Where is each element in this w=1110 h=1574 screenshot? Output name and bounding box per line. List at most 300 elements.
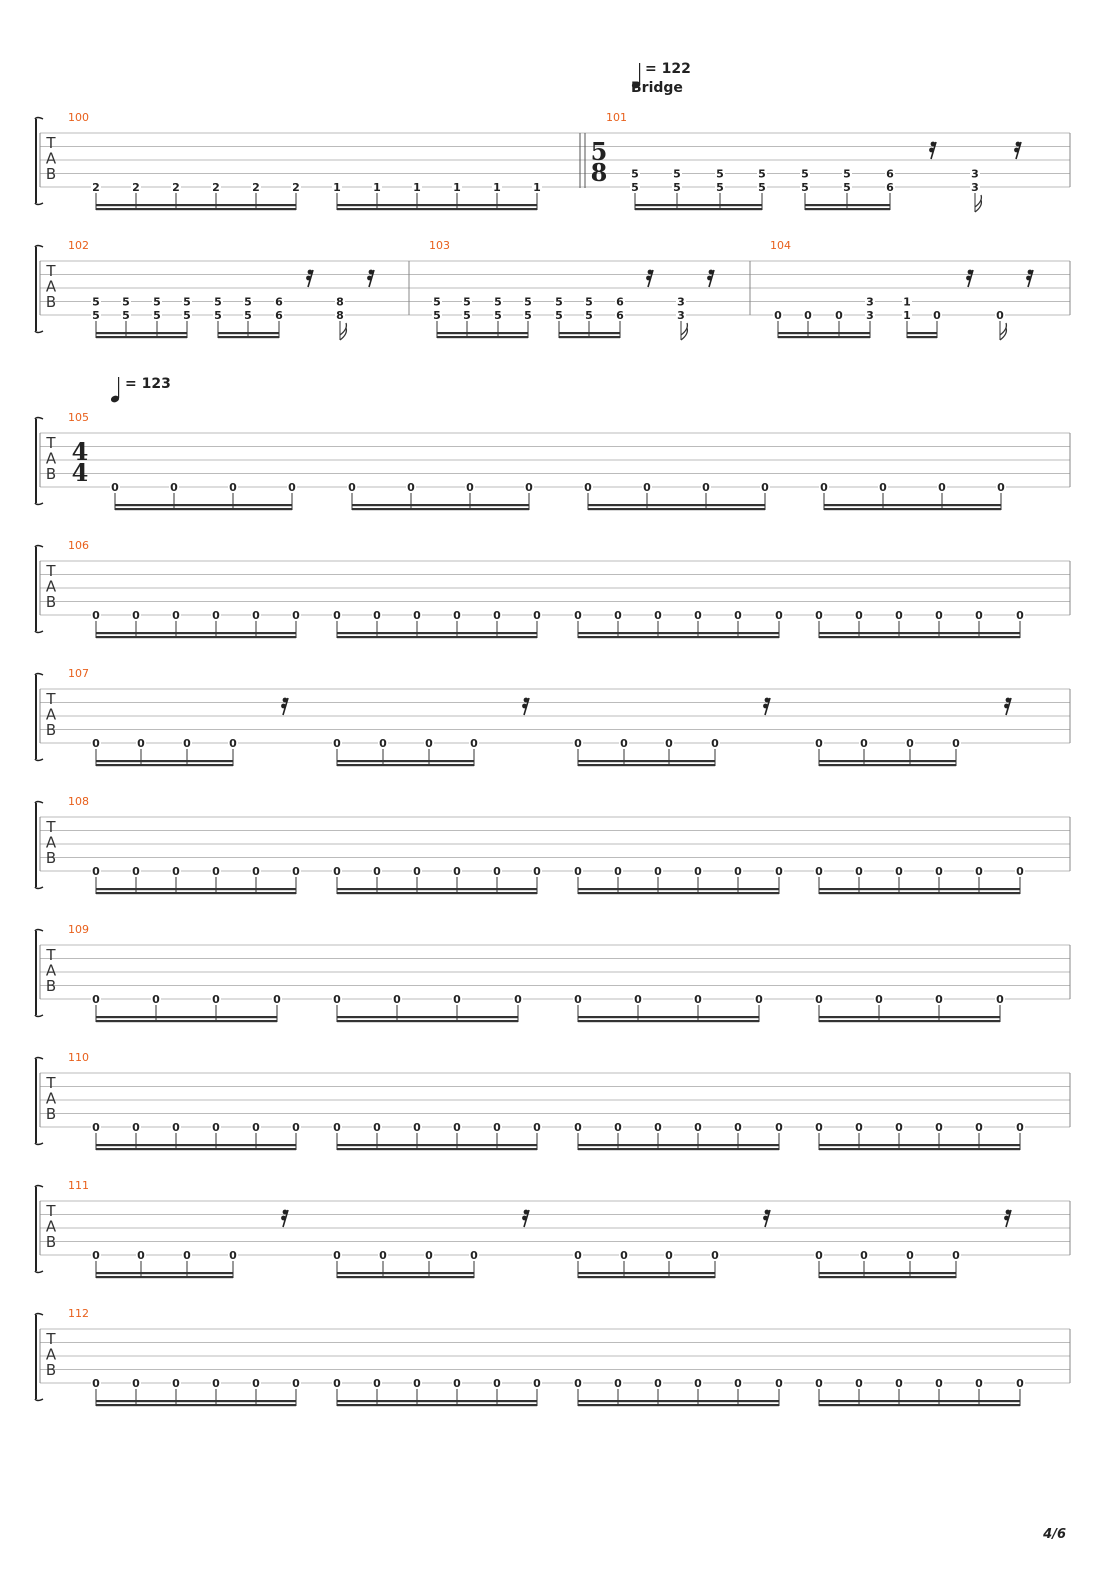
fret-number: 1 bbox=[493, 181, 501, 194]
fret-number: 0 bbox=[835, 309, 843, 322]
fret-number: 0 bbox=[574, 609, 582, 622]
sixteenth-rest-dot bbox=[308, 270, 313, 275]
fret-number: 6 bbox=[886, 181, 894, 194]
fret-number: 1 bbox=[533, 181, 541, 194]
sixteenth-rest-dot bbox=[522, 1216, 527, 1221]
fret-number: 0 bbox=[373, 1377, 381, 1390]
sixteenth-rest-dot bbox=[646, 276, 651, 281]
tab-letter-b: B bbox=[45, 1233, 57, 1251]
fret-number: 0 bbox=[815, 1377, 823, 1390]
sixteenth-rest-dot bbox=[1016, 142, 1021, 147]
tab-letter-a: A bbox=[45, 961, 57, 980]
note-beam bbox=[819, 1020, 1000, 1022]
note-beam bbox=[337, 632, 537, 634]
fret-number: 0 bbox=[694, 1377, 702, 1390]
fret-number: 0 bbox=[1016, 865, 1024, 878]
note-beam bbox=[337, 204, 537, 206]
note-beam bbox=[337, 636, 537, 638]
fret-number: 8 bbox=[336, 309, 344, 322]
fret-number: 0 bbox=[92, 1121, 100, 1134]
tab-letter-a: A bbox=[45, 705, 57, 724]
fret-number: 5 bbox=[843, 181, 851, 194]
fret-number: 0 bbox=[229, 1249, 237, 1262]
fret-number: 5 bbox=[843, 167, 851, 181]
fret-number: 0 bbox=[172, 1121, 180, 1134]
note-beam bbox=[819, 892, 1020, 894]
fret-number: 0 bbox=[975, 865, 983, 878]
fret-number: 0 bbox=[654, 1377, 662, 1390]
tab-letter-t: T bbox=[46, 1330, 56, 1348]
sixteenth-rest-dot bbox=[281, 704, 286, 709]
fret-number: 0 bbox=[1016, 1121, 1024, 1134]
fret-number: 0 bbox=[654, 1121, 662, 1134]
fret-number: 0 bbox=[212, 1121, 220, 1134]
fret-number: 0 bbox=[694, 1121, 702, 1134]
sixteenth-rest-dot bbox=[1006, 1210, 1011, 1215]
fret-number: 0 bbox=[132, 609, 140, 622]
fret-number: 3 bbox=[677, 295, 685, 309]
note-beam bbox=[578, 1016, 759, 1018]
measure-number: 109 bbox=[68, 923, 89, 936]
fret-number: 0 bbox=[906, 737, 914, 750]
fret-number: 0 bbox=[574, 1249, 582, 1262]
tempo-123: = 123 bbox=[125, 376, 171, 392]
fret-number: 0 bbox=[574, 993, 582, 1006]
note-beam bbox=[96, 1272, 233, 1274]
measure-number: 107 bbox=[68, 667, 89, 680]
fret-number: 0 bbox=[734, 1121, 742, 1134]
bracket-top-hook bbox=[35, 1314, 43, 1316]
sixteenth-rest-dot bbox=[522, 704, 527, 709]
fret-number: 0 bbox=[525, 481, 533, 494]
note-beam bbox=[819, 1148, 1020, 1150]
note-beam bbox=[337, 888, 537, 890]
fret-number: 0 bbox=[373, 609, 381, 622]
bracket-bottom-hook bbox=[35, 1015, 43, 1017]
fret-number: 5 bbox=[463, 309, 471, 322]
bracket-top-hook bbox=[35, 118, 43, 120]
fret-number: 0 bbox=[172, 1377, 180, 1390]
note-beam bbox=[337, 1144, 537, 1146]
note-beam bbox=[337, 1404, 537, 1406]
note-beam bbox=[578, 764, 715, 766]
fret-number: 0 bbox=[132, 865, 140, 878]
fret-number: 6 bbox=[616, 295, 624, 309]
fret-number: 2 bbox=[172, 181, 180, 194]
tab-system-10 bbox=[35, 1314, 1070, 1407]
note-beam bbox=[819, 1276, 956, 1278]
sixteenth-rest-dot bbox=[1014, 148, 1019, 153]
fret-number: 0 bbox=[172, 865, 180, 878]
fret-number: 0 bbox=[170, 481, 178, 494]
time-signature-denominator: 4 bbox=[71, 458, 89, 487]
fret-number: 0 bbox=[1016, 1377, 1024, 1390]
fret-number: 0 bbox=[470, 737, 478, 750]
system-bracket bbox=[35, 1059, 37, 1143]
fret-number: 0 bbox=[895, 1121, 903, 1134]
bracket-bottom-hook bbox=[35, 503, 43, 505]
note-beam bbox=[819, 1016, 1000, 1018]
fret-number: 5 bbox=[122, 295, 130, 309]
fret-number: 0 bbox=[895, 1377, 903, 1390]
fret-number: 0 bbox=[533, 1377, 541, 1390]
tab-letter-a: A bbox=[45, 277, 57, 296]
fret-number: 1 bbox=[453, 181, 461, 194]
fret-number: 0 bbox=[183, 1249, 191, 1262]
tab-letter-a: A bbox=[45, 149, 57, 168]
note-beam bbox=[907, 336, 937, 338]
sixteenth-rest-dot bbox=[369, 270, 374, 275]
system-bracket bbox=[35, 547, 37, 631]
sixteenth-rest-dot bbox=[1006, 698, 1011, 703]
fret-number: 0 bbox=[860, 737, 868, 750]
fret-number: 0 bbox=[288, 481, 296, 494]
fret-number: 1 bbox=[333, 181, 341, 194]
bracket-top-hook bbox=[35, 1186, 43, 1188]
tab-system-1 bbox=[35, 118, 1070, 213]
tab-letter-t: T bbox=[46, 1074, 56, 1092]
fret-number: 0 bbox=[453, 1377, 461, 1390]
time-signature-denominator: 8 bbox=[590, 158, 608, 187]
tab-letter-a: A bbox=[45, 833, 57, 852]
fret-number: 5 bbox=[244, 295, 252, 309]
fret-number: 5 bbox=[433, 295, 441, 309]
fret-number: 0 bbox=[815, 993, 823, 1006]
fret-number: 0 bbox=[493, 865, 501, 878]
fret-number: 0 bbox=[111, 481, 119, 494]
fret-number: 0 bbox=[755, 993, 763, 1006]
fret-number: 5 bbox=[122, 309, 130, 322]
sixteenth-rest-dot bbox=[709, 270, 714, 275]
fret-number: 3 bbox=[971, 167, 979, 181]
note-beam bbox=[96, 892, 296, 894]
fret-number: 0 bbox=[775, 1121, 783, 1134]
fret-number: 5 bbox=[631, 181, 639, 194]
fret-number: 0 bbox=[694, 609, 702, 622]
fret-number: 0 bbox=[229, 481, 237, 494]
tab-letter-b: B bbox=[45, 1105, 57, 1123]
tab-letter-b: B bbox=[45, 977, 57, 995]
note-beam bbox=[578, 1400, 779, 1402]
sixteenth-rest-dot bbox=[367, 276, 372, 281]
fret-number: 0 bbox=[975, 1121, 983, 1134]
tab-letter-t: T bbox=[46, 1202, 56, 1220]
fret-number: 0 bbox=[734, 865, 742, 878]
fret-number: 1 bbox=[903, 309, 911, 322]
fret-number: 0 bbox=[574, 1377, 582, 1390]
note-beam bbox=[578, 1148, 779, 1150]
fret-number: 0 bbox=[702, 481, 710, 494]
fret-number: 0 bbox=[875, 993, 883, 1006]
fret-number: 0 bbox=[614, 865, 622, 878]
fret-number: 0 bbox=[574, 737, 582, 750]
tab-letter-t: T bbox=[46, 134, 56, 152]
note-beam bbox=[352, 504, 529, 506]
fret-number: 5 bbox=[673, 167, 681, 181]
tab-system-2 bbox=[35, 246, 1070, 341]
fret-number: 0 bbox=[804, 309, 812, 322]
fret-number: 0 bbox=[514, 993, 522, 1006]
note-beam bbox=[578, 888, 779, 890]
fret-number: 0 bbox=[643, 481, 651, 494]
note-beam bbox=[96, 336, 187, 338]
tab-letter-b: B bbox=[45, 465, 57, 483]
fret-number: 0 bbox=[379, 1249, 387, 1262]
note-beam bbox=[819, 764, 956, 766]
fret-number: 6 bbox=[886, 167, 894, 181]
fret-number: 0 bbox=[92, 1377, 100, 1390]
fret-number: 0 bbox=[425, 1249, 433, 1262]
fret-number: 0 bbox=[92, 865, 100, 878]
fret-number: 5 bbox=[716, 167, 724, 181]
fret-number: 0 bbox=[137, 1249, 145, 1262]
fret-number: 5 bbox=[758, 167, 766, 181]
fret-number: 8 bbox=[336, 295, 344, 309]
bracket-bottom-hook bbox=[35, 203, 43, 205]
fret-number: 0 bbox=[734, 609, 742, 622]
note-beam bbox=[559, 332, 620, 334]
note-beam bbox=[96, 1276, 233, 1278]
tab-letter-t: T bbox=[46, 690, 56, 708]
fret-number: 1 bbox=[373, 181, 381, 194]
note-beam bbox=[115, 508, 292, 510]
fret-number: 5 bbox=[494, 309, 502, 322]
fret-number: 2 bbox=[212, 181, 220, 194]
fret-number: 0 bbox=[413, 1377, 421, 1390]
fret-number: 0 bbox=[1016, 609, 1024, 622]
note-beam bbox=[337, 1272, 474, 1274]
sixteenth-rest-dot bbox=[707, 276, 712, 281]
measure-number: 110 bbox=[68, 1051, 89, 1064]
fret-number: 5 bbox=[585, 309, 593, 322]
tab-system-4 bbox=[35, 546, 1070, 639]
fret-number: 1 bbox=[903, 295, 911, 309]
note-beam bbox=[96, 888, 296, 890]
note-beam bbox=[337, 892, 537, 894]
fret-number: 5 bbox=[494, 295, 502, 309]
fret-number: 0 bbox=[860, 1249, 868, 1262]
tab-letter-b: B bbox=[45, 1361, 57, 1379]
fret-number: 5 bbox=[214, 309, 222, 322]
note-beam bbox=[578, 1272, 715, 1274]
sixteenth-rest-dot bbox=[1004, 1216, 1009, 1221]
fret-number: 5 bbox=[524, 309, 532, 322]
tab-letter-t: T bbox=[46, 262, 56, 280]
fret-number: 5 bbox=[214, 295, 222, 309]
system-bracket bbox=[35, 1315, 37, 1399]
fret-number: 0 bbox=[935, 993, 943, 1006]
fret-number: 1 bbox=[413, 181, 421, 194]
note-beam bbox=[96, 764, 233, 766]
fret-number: 0 bbox=[453, 1121, 461, 1134]
tab-letter-b: B bbox=[45, 849, 57, 867]
measure-number: 111 bbox=[68, 1179, 89, 1192]
fret-number: 5 bbox=[463, 295, 471, 309]
note-beam bbox=[96, 1144, 296, 1146]
fret-number: 0 bbox=[466, 481, 474, 494]
note-beam bbox=[437, 332, 528, 334]
fret-number: 5 bbox=[92, 309, 100, 322]
sixteenth-rest-dot bbox=[1026, 276, 1031, 281]
system-bracket bbox=[35, 119, 37, 203]
fret-number: 5 bbox=[153, 309, 161, 322]
fret-number: 0 bbox=[425, 737, 433, 750]
fret-number: 0 bbox=[407, 481, 415, 494]
fret-number: 0 bbox=[952, 1249, 960, 1262]
fret-number: 0 bbox=[152, 993, 160, 1006]
sixteenth-rest-dot bbox=[281, 1216, 286, 1221]
time-signature-numerator: 5 bbox=[590, 137, 608, 166]
tab-system-7 bbox=[35, 930, 1070, 1023]
tab-letter-t: T bbox=[46, 946, 56, 964]
sixteenth-rest-dot bbox=[929, 148, 934, 153]
note-beam bbox=[96, 1404, 296, 1406]
note-beam bbox=[819, 1404, 1020, 1406]
fret-number: 0 bbox=[734, 1377, 742, 1390]
measure-number: 103 bbox=[429, 239, 450, 252]
fret-number: 0 bbox=[711, 1249, 719, 1262]
fret-number: 5 bbox=[524, 295, 532, 309]
tab-letter-t: T bbox=[46, 562, 56, 580]
fret-number: 0 bbox=[935, 1121, 943, 1134]
fret-number: 0 bbox=[132, 1121, 140, 1134]
sixteenth-rest-dot bbox=[966, 276, 971, 281]
fret-number: 0 bbox=[252, 1377, 260, 1390]
sixteenth-rest-dot bbox=[1004, 704, 1009, 709]
fret-number: 0 bbox=[975, 1377, 983, 1390]
fret-number: 3 bbox=[971, 181, 979, 194]
fret-number: 0 bbox=[533, 865, 541, 878]
fret-number: 0 bbox=[761, 481, 769, 494]
fret-number: 0 bbox=[620, 737, 628, 750]
fret-number: 0 bbox=[997, 481, 1005, 494]
fret-number: 0 bbox=[413, 1121, 421, 1134]
sixteenth-rest-dot bbox=[283, 1210, 288, 1215]
fret-number: 5 bbox=[555, 309, 563, 322]
sixteenth-rest-dot bbox=[765, 698, 770, 703]
note-beam bbox=[819, 1272, 956, 1274]
fret-number: 0 bbox=[493, 609, 501, 622]
fret-number: 0 bbox=[952, 737, 960, 750]
fret-number: 0 bbox=[975, 609, 983, 622]
system-bracket bbox=[35, 931, 37, 1015]
tempo-122: = 122 bbox=[645, 61, 691, 77]
fret-number: 2 bbox=[92, 181, 100, 194]
fret-number: 5 bbox=[758, 181, 766, 194]
note-beam bbox=[96, 1148, 296, 1150]
fret-number: 0 bbox=[333, 865, 341, 878]
note-beam bbox=[824, 504, 1001, 506]
note-beam bbox=[96, 204, 296, 206]
fret-number: 0 bbox=[855, 865, 863, 878]
note-beam bbox=[96, 760, 233, 762]
note-beam bbox=[578, 632, 779, 634]
note-beam bbox=[218, 332, 279, 334]
fret-number: 0 bbox=[775, 1377, 783, 1390]
fret-number: 0 bbox=[533, 609, 541, 622]
note-beam bbox=[337, 208, 537, 210]
fret-number: 2 bbox=[292, 181, 300, 194]
fret-number: 5 bbox=[92, 295, 100, 309]
fret-number: 0 bbox=[493, 1377, 501, 1390]
fret-number: 0 bbox=[92, 609, 100, 622]
note-beam bbox=[578, 892, 779, 894]
note-beam bbox=[819, 1144, 1020, 1146]
measure-number: 100 bbox=[68, 111, 89, 124]
note-beam bbox=[337, 1016, 518, 1018]
bracket-bottom-hook bbox=[35, 887, 43, 889]
fret-number: 0 bbox=[333, 609, 341, 622]
fret-number: 0 bbox=[620, 1249, 628, 1262]
fret-number: 3 bbox=[677, 309, 685, 322]
note-beam bbox=[805, 208, 890, 210]
note-beam bbox=[559, 336, 620, 338]
fret-number: 0 bbox=[212, 609, 220, 622]
fret-number: 0 bbox=[533, 1121, 541, 1134]
note-beam bbox=[96, 1016, 277, 1018]
fret-number: 5 bbox=[801, 181, 809, 194]
sixteenth-rest-dot bbox=[306, 276, 311, 281]
fret-number: 0 bbox=[634, 993, 642, 1006]
fret-number: 0 bbox=[996, 993, 1004, 1006]
note-beam bbox=[337, 764, 474, 766]
note-beam bbox=[578, 1276, 715, 1278]
fret-number: 5 bbox=[433, 309, 441, 322]
note-beam bbox=[824, 508, 1001, 510]
fret-number: 6 bbox=[616, 309, 624, 322]
note-beam bbox=[115, 504, 292, 506]
tab-system-5 bbox=[35, 674, 1070, 767]
fret-number: 0 bbox=[855, 1377, 863, 1390]
note-beam bbox=[96, 208, 296, 210]
fret-number: 0 bbox=[665, 737, 673, 750]
fret-number: 0 bbox=[333, 993, 341, 1006]
fret-number: 0 bbox=[172, 609, 180, 622]
tab-letter-t: T bbox=[46, 434, 56, 452]
note-beam bbox=[819, 636, 1020, 638]
sixteenth-rest-dot bbox=[765, 1210, 770, 1215]
fret-number: 0 bbox=[373, 1121, 381, 1134]
note-beam bbox=[819, 632, 1020, 634]
fret-number: 0 bbox=[183, 737, 191, 750]
fret-number: 5 bbox=[716, 181, 724, 194]
measure-number: 106 bbox=[68, 539, 89, 552]
fret-number: 0 bbox=[453, 993, 461, 1006]
fret-number: 0 bbox=[935, 609, 943, 622]
note-beam bbox=[778, 332, 870, 334]
fret-number: 0 bbox=[292, 609, 300, 622]
note-beam bbox=[352, 508, 529, 510]
fret-number: 0 bbox=[774, 309, 782, 322]
tab-letter-a: A bbox=[45, 1345, 57, 1364]
measure-number: 108 bbox=[68, 795, 89, 808]
tab-letter-b: B bbox=[45, 165, 57, 183]
bracket-top-hook bbox=[35, 546, 43, 548]
note-beam bbox=[337, 1276, 474, 1278]
fret-number: 0 bbox=[614, 609, 622, 622]
note-beam bbox=[96, 1400, 296, 1402]
fret-number: 0 bbox=[815, 865, 823, 878]
fret-number: 6 bbox=[275, 295, 283, 309]
tab-system-3 bbox=[35, 418, 1070, 511]
fret-number: 6 bbox=[275, 309, 283, 322]
note-beam bbox=[635, 208, 762, 210]
fret-number: 0 bbox=[92, 737, 100, 750]
fret-number: 0 bbox=[379, 737, 387, 750]
note-beam bbox=[819, 1400, 1020, 1402]
note-beam bbox=[337, 1020, 518, 1022]
fret-number: 5 bbox=[153, 295, 161, 309]
